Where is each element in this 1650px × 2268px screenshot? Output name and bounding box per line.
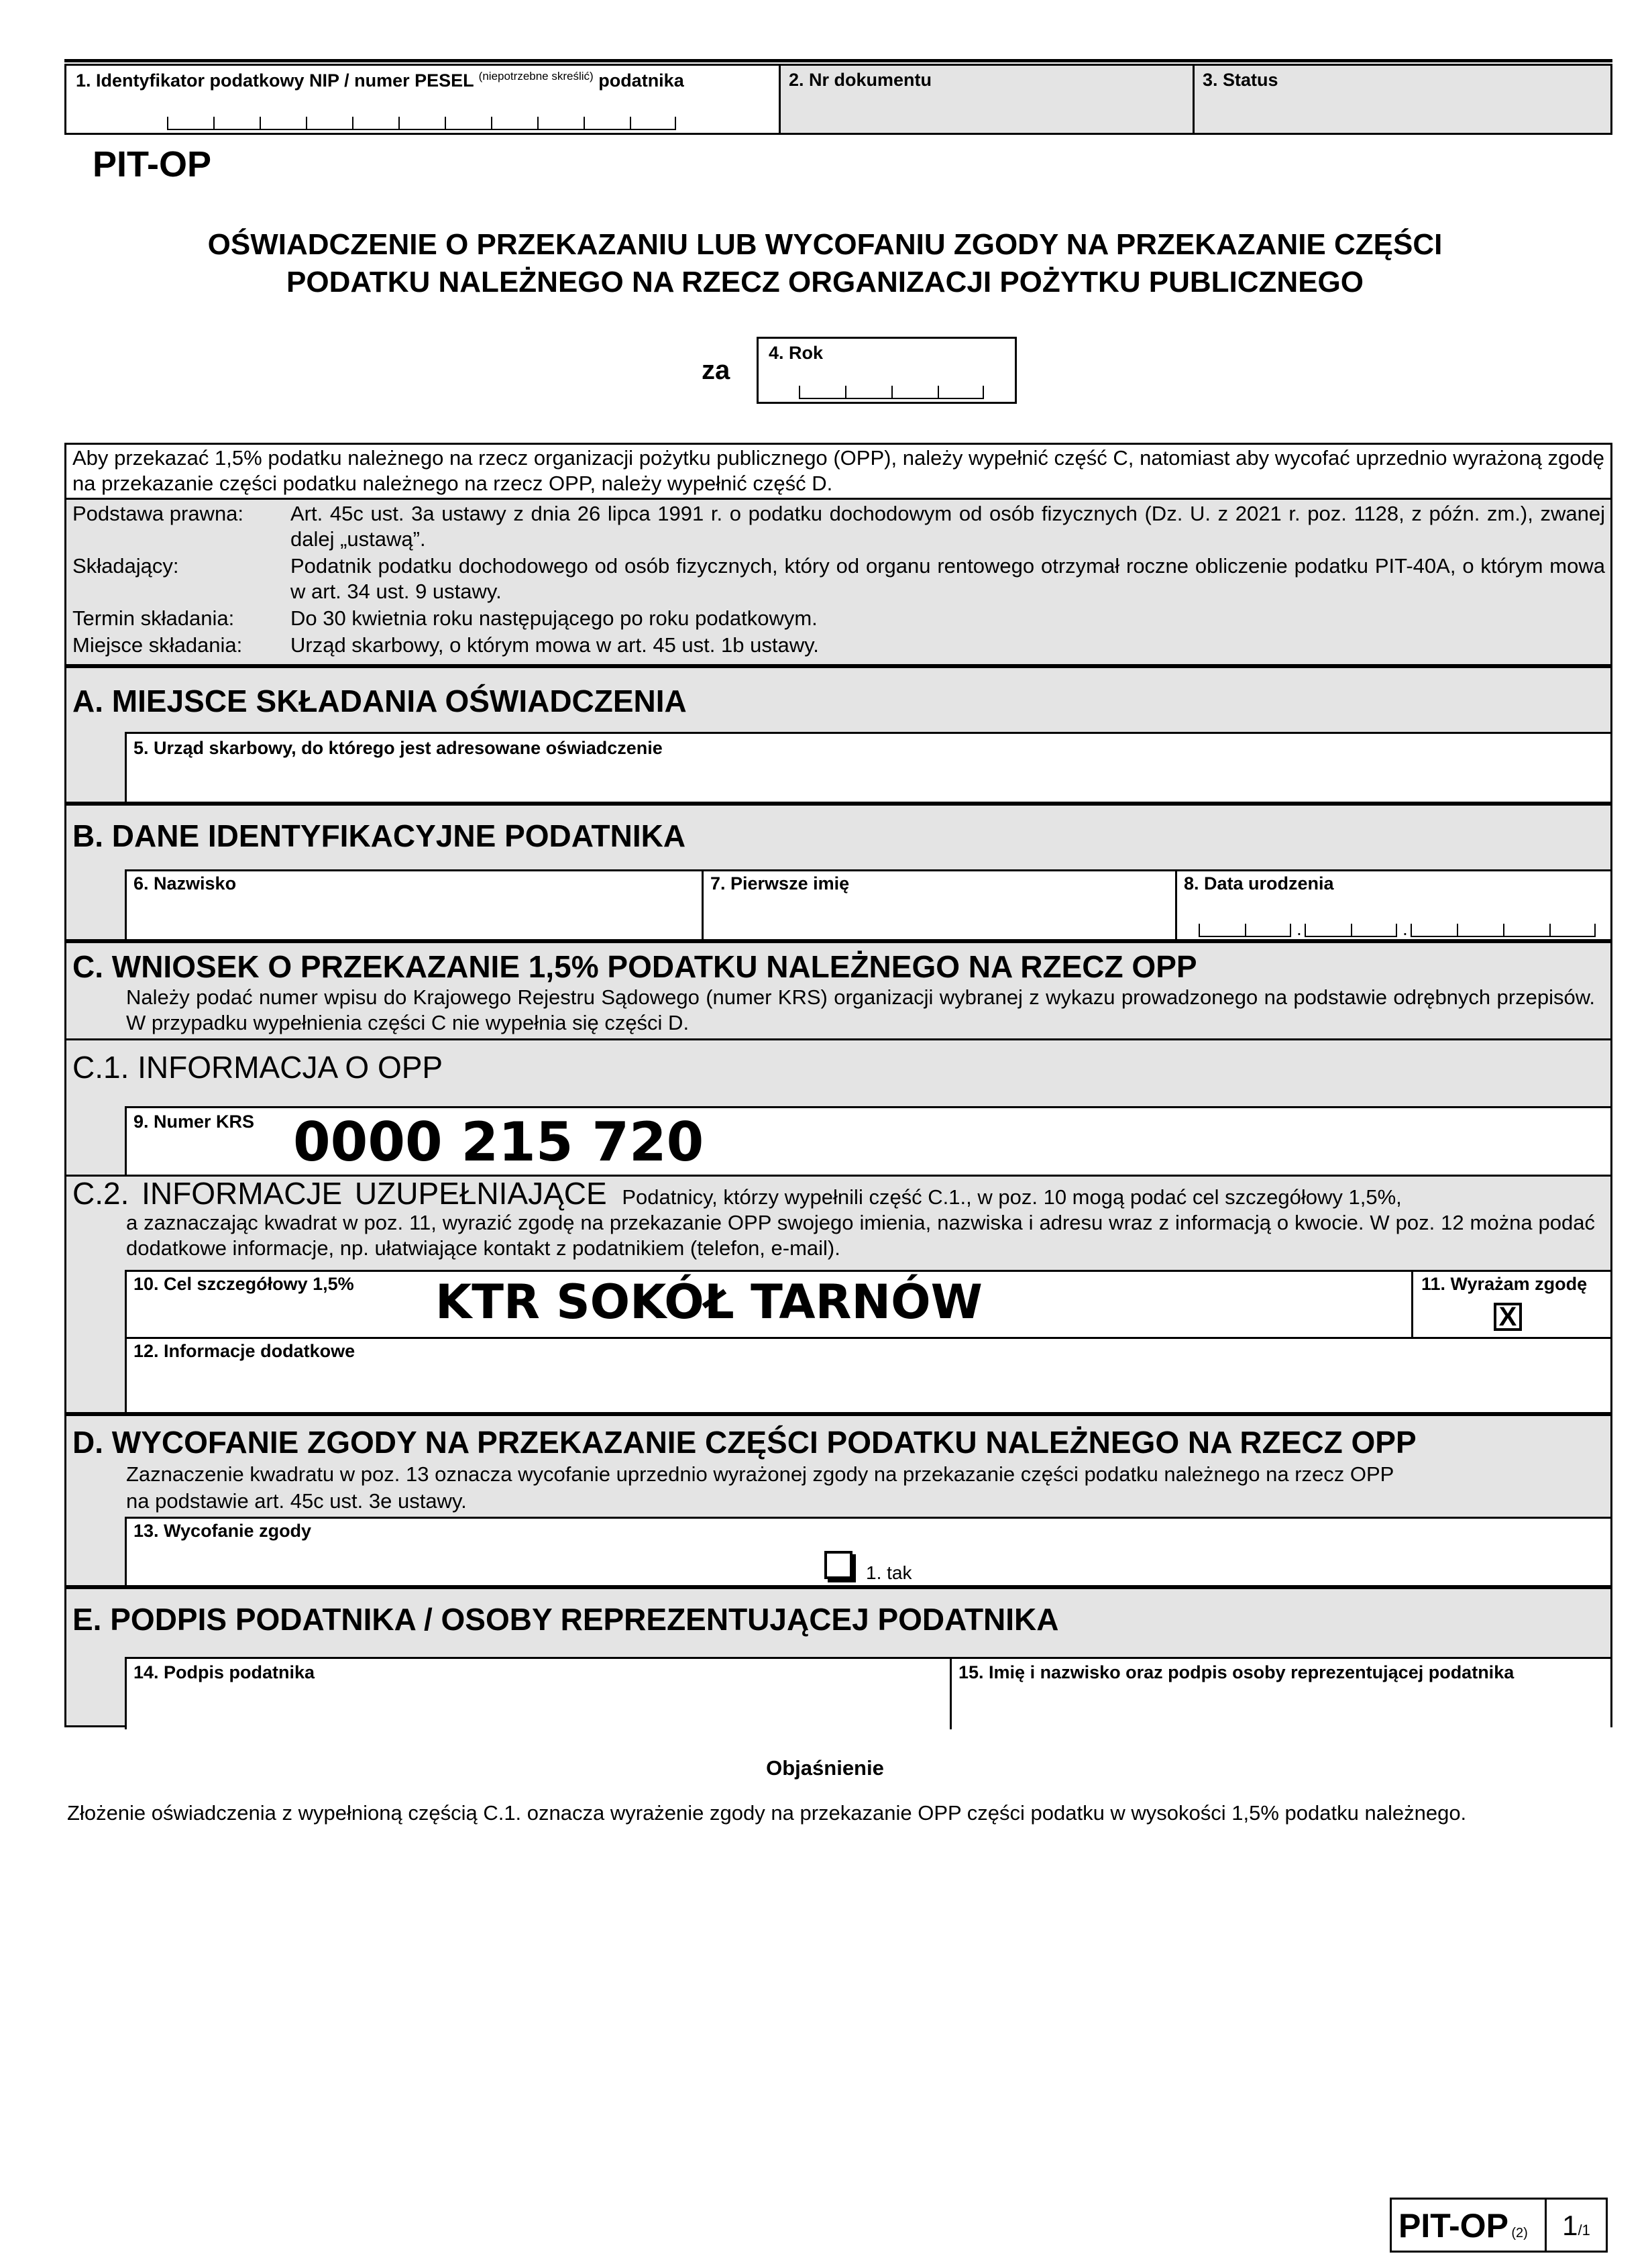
place-text: Urząd skarbowy, o którym mowa w art. 45 ust. 1b ustawy.	[290, 633, 819, 657]
info-block	[66, 498, 1610, 664]
section-a-title: A. MIEJSCE SKŁADANIA OŚWIADCZENIA	[72, 684, 687, 718]
field-document-number	[781, 66, 1195, 133]
birth-year-digit-boxes	[1411, 924, 1596, 937]
field-detailed-purpose[interactable]	[125, 1270, 1411, 1337]
explanation-title: Objaśnienie	[766, 1756, 884, 1780]
field10-label: 10. Cel szczegółowy 1,5%	[133, 1274, 354, 1294]
field-year[interactable]	[757, 337, 1017, 404]
form-code: PIT-OP	[93, 144, 212, 184]
consent-check-mark: X	[1498, 1302, 1517, 1332]
year-prefix: za	[702, 356, 730, 385]
field-representative-signature[interactable]	[950, 1657, 1610, 1729]
field5-label: 5. Urząd skarbowy, do którego jest adresowane oświadczenie	[133, 738, 663, 758]
field-birth-date[interactable]: 8. Data urodzenia . .	[1175, 869, 1610, 939]
field-tax-office[interactable]	[125, 732, 1610, 802]
field-surname[interactable]	[125, 869, 702, 939]
field11-label: 11. Wyrażam zgodę	[1421, 1274, 1588, 1294]
field1-note: (niepotrzebne skreślić)	[478, 70, 594, 83]
withdraw-checkbox[interactable]	[824, 1551, 852, 1579]
field9-label: 9. Numer KRS	[133, 1112, 255, 1132]
c1-title: C.1. INFORMACJA O OPP	[72, 1050, 443, 1085]
c2-title: C.2. INFORMACJE UZUPEŁNIAJĄCE	[72, 1176, 607, 1211]
section-e	[66, 1585, 1610, 1725]
title-line-1: OŚWIADCZENIE O PRZEKAZANIU LUB WYCOFANIU ZGODY NA PRZEKAZANIE CZĘŚCI	[207, 228, 1443, 261]
purpose-value: KTR SOKÓŁ TARNÓW	[435, 1275, 983, 1330]
intro-text: Aby przekazać 1,5% podatku należnego na rzecz organizacji pożytku publicznego (OPP), należy wypełnić część C, natomiast aby wycofać uprzednio wyrażoną zgodę na przekazanie części podatku należnego na rzecz OPP, należy wypełnić część D.	[72, 446, 1604, 495]
field-additional-info[interactable]	[125, 1337, 1610, 1412]
field2-label: 2. Nr dokumentu	[789, 70, 932, 90]
title-line-2: PODATKU NALEŻNEGO NA RZECZ ORGANIZACJI POŻYTKU PUBLICZNEGO	[286, 266, 1364, 299]
filer-text: Podatnik podatku dochodowego od osób fizycznych, który od organu rentowego otrzymał roczne obliczenie podatku PIT-40A, o którym mowa w art. 34 ust. 9 ustawy.	[290, 554, 1605, 603]
place-label: Miejsce składania:	[72, 633, 243, 657]
field12-label: 12. Informacje dodatkowe	[133, 1341, 355, 1361]
section-a	[66, 664, 1610, 802]
month-digit-boxes	[1305, 924, 1397, 937]
form-title	[0, 226, 1650, 301]
field-withdraw-consent	[125, 1517, 1610, 1589]
nip-digit-boxes	[167, 117, 676, 130]
header-fields	[64, 64, 1612, 135]
c2-block	[72, 1178, 1604, 1210]
field-status	[1195, 66, 1610, 133]
footer-page: 1	[1562, 2210, 1578, 2241]
section-b-title: B. DANE IDENTYFIKACYJNE PODATNIKA	[72, 818, 686, 853]
section-d-title: D. WYCOFANIE ZGODY NA PRZEKAZANIE CZĘŚCI PODATKU NALEŻNEGO NA RZECZ OPP	[72, 1425, 1417, 1460]
field15-label: 15. Imię i nazwisko oraz podpis osoby reprezentującej podatnika	[958, 1662, 1515, 1682]
field1-label: 1. Identyfikator podatkowy NIP / numer PESEL	[76, 70, 474, 91]
field1-suffix: podatnika	[598, 70, 684, 91]
field-taxpayer-signature[interactable]	[125, 1657, 950, 1729]
field3-label: 3. Status	[1203, 70, 1278, 90]
consent-checkbox[interactable]	[1494, 1303, 1522, 1331]
c2-text-rest: a zaznaczając kwadrat w poz. 11, wyrazić zgodę na przekazanie OPP swojego imienia, nazwiska i adresu wraz z informacją o kwocie. W poz. 12 można podać dodatkowe informacje, np. ułatwiające kontakt z podatnikiem (telefon, e-mail).	[126, 1211, 1595, 1260]
field-first-name[interactable]	[702, 869, 1175, 939]
field4-label: 4. Rok	[769, 343, 824, 363]
footer-pages: /1	[1578, 2222, 1590, 2238]
footer-version: (2)	[1511, 2226, 1528, 2240]
footer-code: PIT-OP	[1398, 2207, 1508, 2245]
field-consent	[1411, 1270, 1610, 1337]
section-c-note: Należy podać numer wpisu do Krajowego Rejestru Sądowego (numer KRS) organizacji wybranej z wykazu prowadzonego na podstawie odrębnych przepisów. W przypadku wypełnienia części C nie wypełnia się części D.	[126, 985, 1595, 1034]
section-d-note-2: na podstawie art. 45c ust. 3e ustawy.	[126, 1489, 467, 1513]
footer-form-id	[1390, 2198, 1608, 2253]
explanation-text: Złożenie oświadczenia z wypełnioną częścią C.1. oznacza wyrażenie zgody na przekazanie OPP części podatku w wysokości 1,5% podatku należnego.	[67, 1801, 1467, 1825]
field7-label: 7. Pierwsze imię	[710, 873, 850, 894]
basis-label: Podstawa prawna:	[72, 502, 244, 525]
field13-label: 13. Wycofanie zgody	[133, 1521, 312, 1541]
section-c-title: C. WNIOSEK O PRZEKAZANIE 1,5% PODATKU NALEŻNEGO NA RZECZ OPP	[72, 949, 1197, 984]
top-rule	[64, 59, 1612, 62]
section-c	[66, 939, 1610, 1412]
option-yes-label: 1. tak	[866, 1562, 912, 1583]
field14-label: 14. Podpis podatnika	[133, 1662, 315, 1682]
field8-label: 8. Data urodzenia	[1184, 873, 1334, 894]
year-digit-boxes	[799, 386, 984, 399]
filer-label: Składający:	[72, 554, 179, 578]
day-digit-boxes	[1199, 924, 1291, 937]
section-d	[66, 1412, 1610, 1585]
field6-label: 6. Nazwisko	[133, 873, 237, 894]
deadline-label: Termin składania:	[72, 606, 235, 630]
field-krs[interactable]	[125, 1106, 1610, 1175]
krs-value: 0000 215 720	[293, 1111, 704, 1173]
field-nip-pesel[interactable]	[66, 66, 781, 133]
basis-text: Art. 45c ust. 3a ustawy z dnia 26 lipca 1991 r. o podatku dochodowym od osób fizycznych (Dz. U. z 2021 r. poz. 1128, z późn. zm.), zwanej dalej „ustawą”.	[290, 502, 1605, 551]
c2-text-first: Podatnicy, którzy wypełnili część C.1., w poz. 10 mogą podać cel szczegółowy 1,5%,	[622, 1185, 1402, 1209]
section-b	[66, 802, 1610, 939]
section-e-title: E. PODPIS PODATNIKA / OSOBY REPREZENTUJĄCEJ PODATNIKA	[72, 1602, 1059, 1637]
deadline-text: Do 30 kwietnia roku następującego po roku podatkowym.	[290, 606, 818, 630]
section-d-note-1: Zaznaczenie kwadratu w poz. 13 oznacza wycofanie uprzednio wyrażonej zgody na przekazanie części podatku należnego na rzecz OPP	[126, 1462, 1394, 1486]
